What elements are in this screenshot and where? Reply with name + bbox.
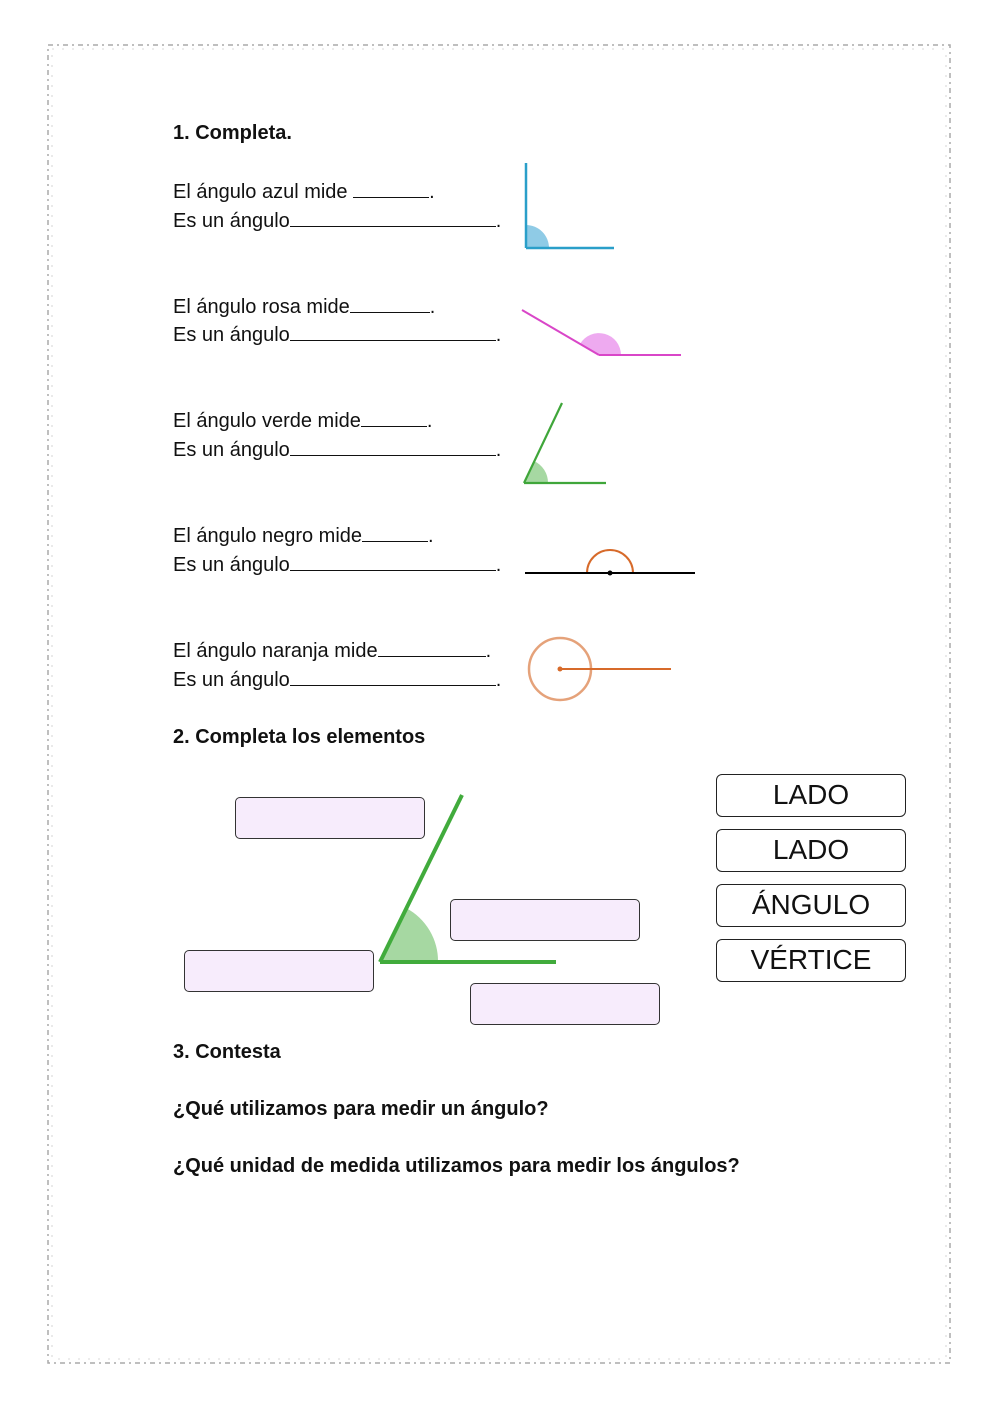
pink-obtuse-angle (522, 310, 681, 355)
word-tile-angulo[interactable]: ÁNGULO (716, 884, 906, 927)
black-angle-type: Es un ángulo . (173, 554, 502, 576)
drop-box-side-top[interactable] (235, 797, 425, 839)
green-angle-question: El ángulo verde mide . (173, 410, 433, 432)
blue-angle-question: El ángulo azul mide . (173, 181, 435, 203)
drop-box-angle[interactable] (450, 899, 640, 941)
word-tile-lado-2[interactable]: LADO (716, 829, 906, 872)
word-tile-vertice[interactable]: VÉRTICE (716, 939, 906, 982)
blue-angle-type: Es un ángulo . (173, 210, 502, 232)
green-acute-angle (524, 403, 606, 483)
green-angle-type: Es un ángulo . (173, 439, 502, 461)
orange-full-angle (529, 638, 671, 700)
black-angle-question: El ángulo negro mide . (173, 525, 434, 547)
pink-angle-question: El ángulo rosa mide . (173, 296, 436, 318)
question-measure-tool: ¿Qué utilizamos para medir un ángulo? (173, 1098, 549, 1120)
word-tile-lado-1[interactable]: LADO (716, 774, 906, 817)
black-straight-angle (525, 550, 695, 576)
question-measure-unit: ¿Qué unidad de medida utilizamos para medir los ángulos? (173, 1155, 740, 1177)
drop-box-vertex[interactable] (184, 950, 374, 992)
blue-right-angle (526, 163, 614, 248)
orange-angle-question: El ángulo naranja mide . (173, 640, 492, 662)
drop-box-side-bottom[interactable] (470, 983, 660, 1025)
section3-heading: 3. Contesta (173, 1041, 281, 1063)
pink-angle-type: Es un ángulo . (173, 324, 502, 346)
orange-angle-type: Es un ángulo . (173, 669, 502, 691)
section2-heading: 2. Completa los elementos (173, 726, 426, 748)
section1-heading: 1. Completa. (173, 122, 292, 144)
